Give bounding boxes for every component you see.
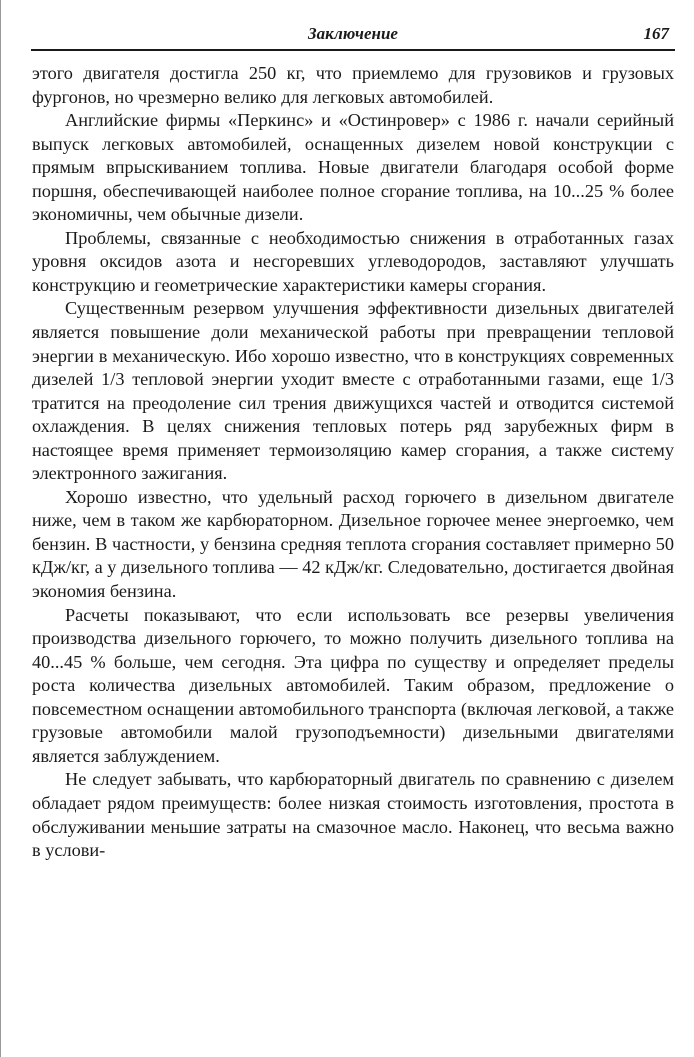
paragraph: Существенным резервом улучшения эффективности дизельных двигателей является повышение доли механической работы при превращении тепловой энергии в механическую. Ибо хорошо известно, что в конструкциях современных дизелей 1/3 тепловой энергии уходит вместе с отработанными газами, еще 1/3 тратится на преодоление сил трения движущихся частей и отводится системой охлаждения. В целях снижения тепловых потерь ряд зарубежных фирм в настоящее время применяет термоизоляцию камер сгорания, а также систему электронного зажигания. bbox=[32, 298, 674, 484]
paragraph: Не следует забывать, что карбюраторный двигатель по сравнению с дизелем обладает рядом преимуществ: более низкая стоимость изготовления, простота в обслуживании меньшие затраты на смазочное масло. Наконец, что весьма важно в услови- bbox=[32, 769, 674, 861]
paragraph-continuation: этого двигателя достигла 250 кг, что приемлемо для грузовиков и грузовых фургонов, но чрезмерно велико для легковых автомобилей. bbox=[32, 63, 674, 107]
page-number: 167 bbox=[643, 24, 669, 43]
body-text bbox=[32, 62, 674, 863]
running-title: Заключение bbox=[308, 24, 398, 43]
paragraph: Хорошо известно, что удельный расход горючего в дизельном двигателе ниже, чем в таком же карбюраторном. Дизельное горючее менее энергоемко, чем бензин. В частности, у бензина средняя теплота сгорания составляет примерно 50 кДж/кг, а у дизельного топлива — 42 кДж/кг. Следовательно, достигается двойная экономия бензина. bbox=[32, 486, 674, 602]
page-header bbox=[31, 23, 675, 47]
paragraph: Проблемы, связанные с необходимостью снижения в отработанных газах уровня оксидов азота и несгоревших углеводородов, заставляют улучшать конструкцию и геометрические характеристики камеры сгорания. bbox=[32, 227, 674, 295]
paragraph: Расчеты показывают, что если использовать все резервы увеличения производства дизельного горючего, то можно получить дизельного топлива на 40...45 % больше, чем сегодня. Эта цифра по существу и определяет пределы роста количества дизельных автомобилей. Таким образом, предложение о повсеместном оснащении автомобильного транспорта (включая легковой, а также грузовые автомобили малой грузоподъемности) дизельными двигателями является заблуждением. bbox=[32, 604, 674, 766]
header-rule bbox=[31, 49, 675, 51]
paragraph: Английские фирмы «Перкинс» и «Остинровер» с 1986 г. начали серийный выпуск легковых автомобилей, оснащенных дизелем новой конструкции с прямым впрыскиванием топлива. Новые двигатели благодаря особой форме поршня, обеспечивающей наиболее полное сгорание топлива, на 10...25 % более экономичны, чем обычные дизели. bbox=[32, 110, 674, 225]
